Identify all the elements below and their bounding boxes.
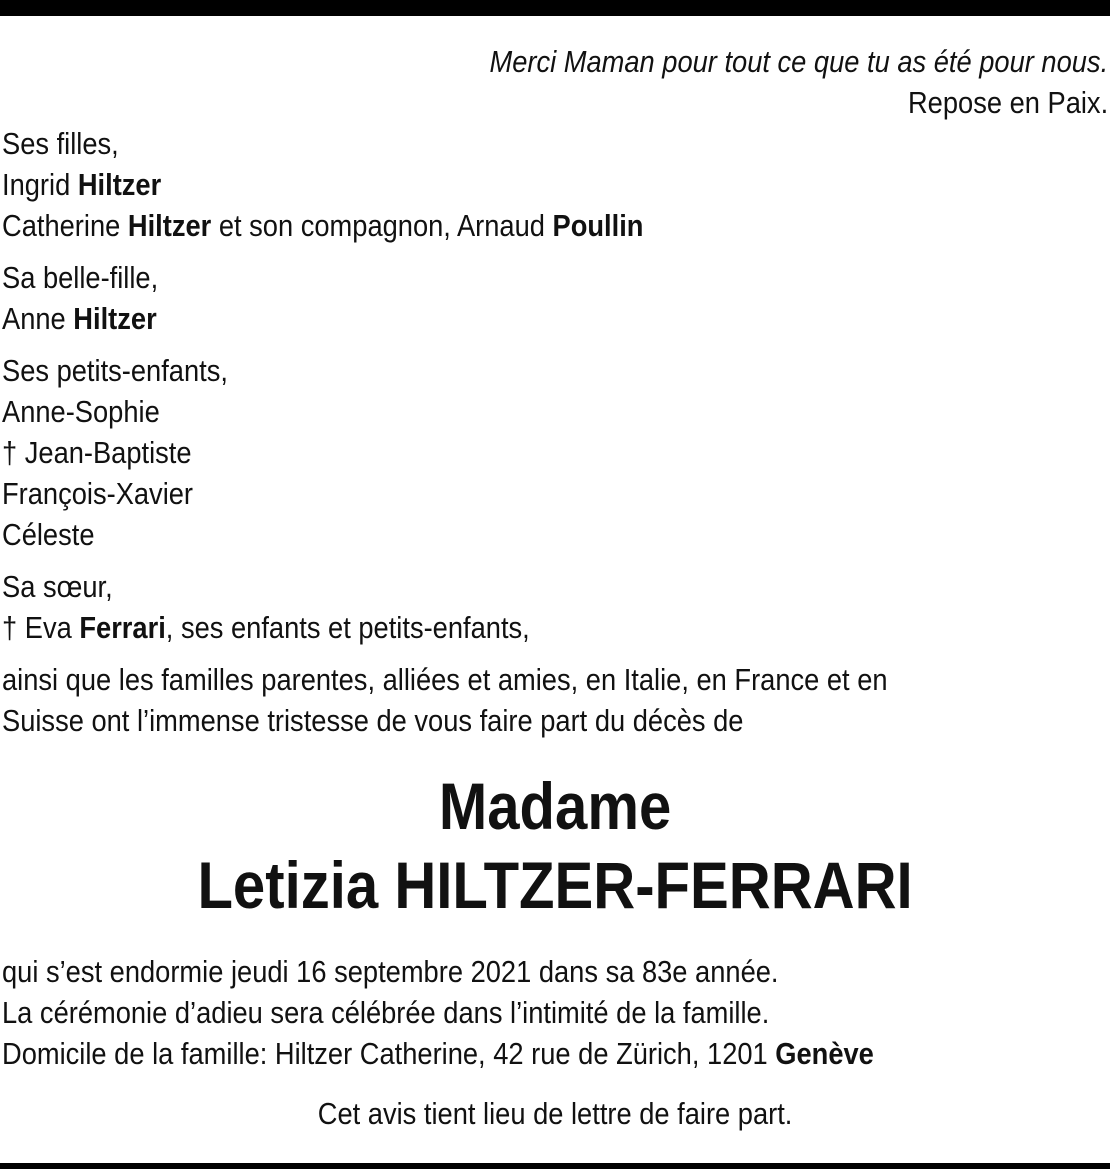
first-name: † Eva xyxy=(2,610,72,645)
daughter-ingrid xyxy=(2,164,1108,205)
ceremony-details xyxy=(2,951,1108,1074)
deceased-title: Madame xyxy=(438,769,672,843)
sister-suffix: , ses enfants et petits-enfants, xyxy=(165,610,530,645)
grandchild-name: Céleste xyxy=(2,517,95,552)
first-name: Anne xyxy=(2,301,66,336)
first-name: Catherine xyxy=(2,208,121,243)
connector-text: et son compagnon, Arnaud xyxy=(211,208,553,243)
details-line-2: La cérémonie d’adieu sera célébrée dans l’intimité de la famille. xyxy=(2,995,770,1030)
sister-section xyxy=(2,566,1108,648)
daughters-heading: Ses filles, xyxy=(2,126,119,161)
bottom-border-rule xyxy=(0,1163,1110,1169)
last-name: Ferrari xyxy=(79,610,166,645)
grandchild-name: † Jean-Baptiste xyxy=(2,435,192,470)
announcement-line-2: Suisse ont l’immense tristesse de vous faire part du décès de xyxy=(2,703,744,738)
grandchild-name: François-Xavier xyxy=(2,476,194,511)
announcement-paragraph xyxy=(2,659,1108,741)
daughter-in-law-section xyxy=(2,257,1108,339)
last-name: Hiltzer xyxy=(77,167,162,202)
first-name: Ingrid xyxy=(2,167,71,202)
grandchildren-heading: Ses petits-enfants, xyxy=(2,353,228,388)
details-line-1: qui s’est endormie jeudi 16 septembre 2021 dans sa 83e année. xyxy=(2,954,779,989)
top-border-rule xyxy=(0,0,1110,16)
closing-note xyxy=(2,1093,1108,1134)
last-name: Hiltzer xyxy=(73,301,157,336)
sister-heading: Sa sœur, xyxy=(2,569,113,604)
address-city: Genève xyxy=(775,1036,874,1071)
address-text: Domicile de la famille: Hiltzer Catherine, 42 rue de Zürich, 1201 xyxy=(2,1036,776,1071)
daughter-in-law-heading: Sa belle-fille, xyxy=(2,260,159,295)
epigraph-rest: Repose en Paix. xyxy=(907,85,1109,120)
partner-last-name: Poullin xyxy=(552,208,644,243)
closing-text: Cet avis tient lieu de lettre de faire part. xyxy=(317,1096,793,1131)
last-name: Hiltzer xyxy=(127,208,212,243)
family-address xyxy=(2,1033,1108,1074)
daughter-catherine xyxy=(2,205,1108,246)
announcement-line-1: ainsi que les familles parentes, alliées et amies, en Italie, en France et en xyxy=(2,662,888,697)
epigraph xyxy=(2,41,1108,123)
sister-name xyxy=(2,607,1108,648)
deceased-name-block xyxy=(2,767,1108,925)
epigraph-quote: Merci Maman pour tout ce que tu as été pour nous. xyxy=(489,44,1109,79)
grandchildren-section xyxy=(2,350,1108,555)
daughter-in-law-name xyxy=(2,298,1108,339)
daughters-section xyxy=(2,123,1108,246)
obituary-notice xyxy=(2,41,1108,1134)
deceased-name: Letizia HILTZER-FERRARI xyxy=(197,848,913,922)
grandchild-name: Anne-Sophie xyxy=(2,394,160,429)
